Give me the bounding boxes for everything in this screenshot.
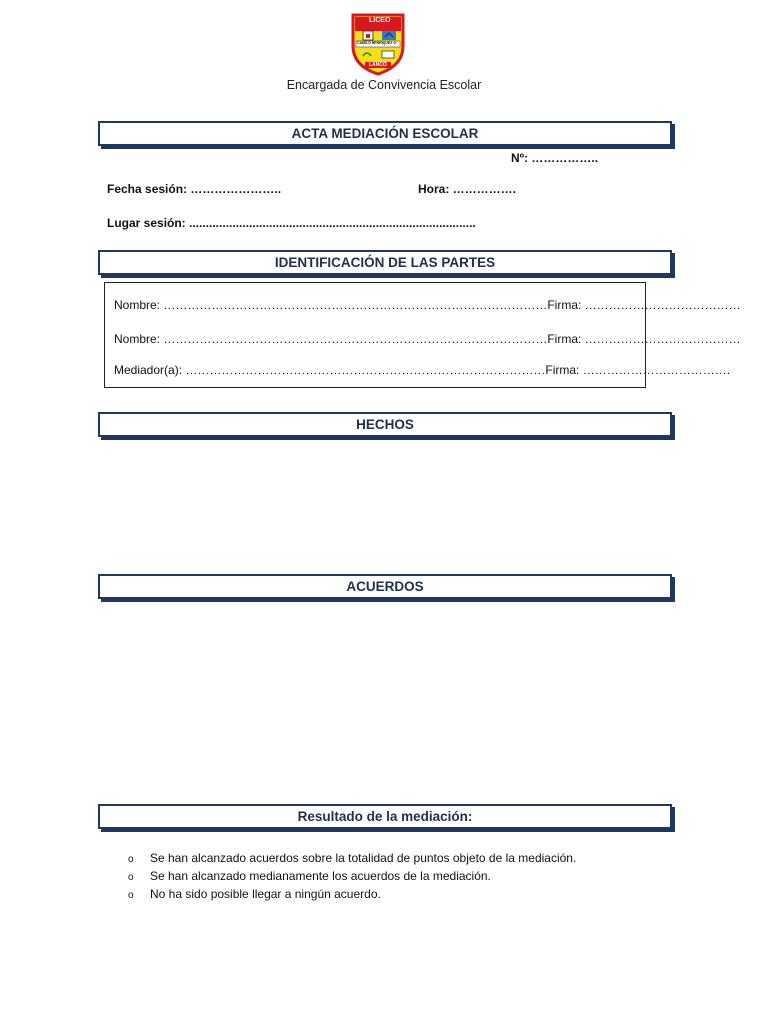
- option-text: No ha sido posible llegar a ningún acuerdo.: [150, 887, 381, 901]
- partes-title-bar: IDENTIFICACIÓN DE LAS PARTES: [98, 250, 672, 275]
- logo-text-top: LICEO: [369, 17, 391, 24]
- list-item: [128, 886, 576, 904]
- list-item: [128, 850, 576, 868]
- school-logo: [349, 12, 407, 76]
- logo-text-bottom: LANCO: [369, 62, 387, 68]
- acuerdos-title-bar: ACUERDOS: [98, 574, 672, 599]
- hechos-title-bar: HECHOS: [98, 412, 672, 437]
- option-text: Se han alcanzado medianamente los acuerdos de la mediación.: [150, 869, 491, 883]
- page-subtitle: Encargada de Convivencia Escolar: [286, 78, 482, 92]
- acta-numero: Nº: ……………..: [511, 151, 599, 165]
- mediator-row: Mediador(a): ………………………………………………………………………………Firma: ……………………………….: [114, 363, 731, 377]
- option-text: Se han alcanzado acuerdos sobre la totalidad de puntos objeto de la mediación.: [150, 851, 577, 865]
- logo-text-middle: CAMILO HENRIQUEZ G.: [357, 41, 398, 45]
- bullet-icon: o: [128, 890, 134, 901]
- bullet-icon: o: [128, 872, 134, 883]
- party-row: Nombre: ……………………………………………………………………………………Firma: …………………………………: [114, 332, 741, 346]
- hora-field: Hora: …………….: [418, 182, 517, 196]
- acta-title-bar: ACTA MEDIACIÓN ESCOLAR: [98, 121, 672, 146]
- list-item: [128, 868, 576, 886]
- fecha-sesion-field: Fecha sesión: …………………..: [107, 182, 282, 196]
- party-row: Nombre: ……………………………………………………………………………………Firma: …………………………………: [114, 298, 741, 312]
- resultado-options: [128, 850, 576, 904]
- bullet-icon: o: [128, 854, 134, 865]
- resultado-title-bar: Resultado de la mediación:: [98, 804, 672, 829]
- partes-box: [104, 282, 741, 388]
- lugar-sesion-field: Lugar sesión: ......................................................................................: [107, 216, 476, 230]
